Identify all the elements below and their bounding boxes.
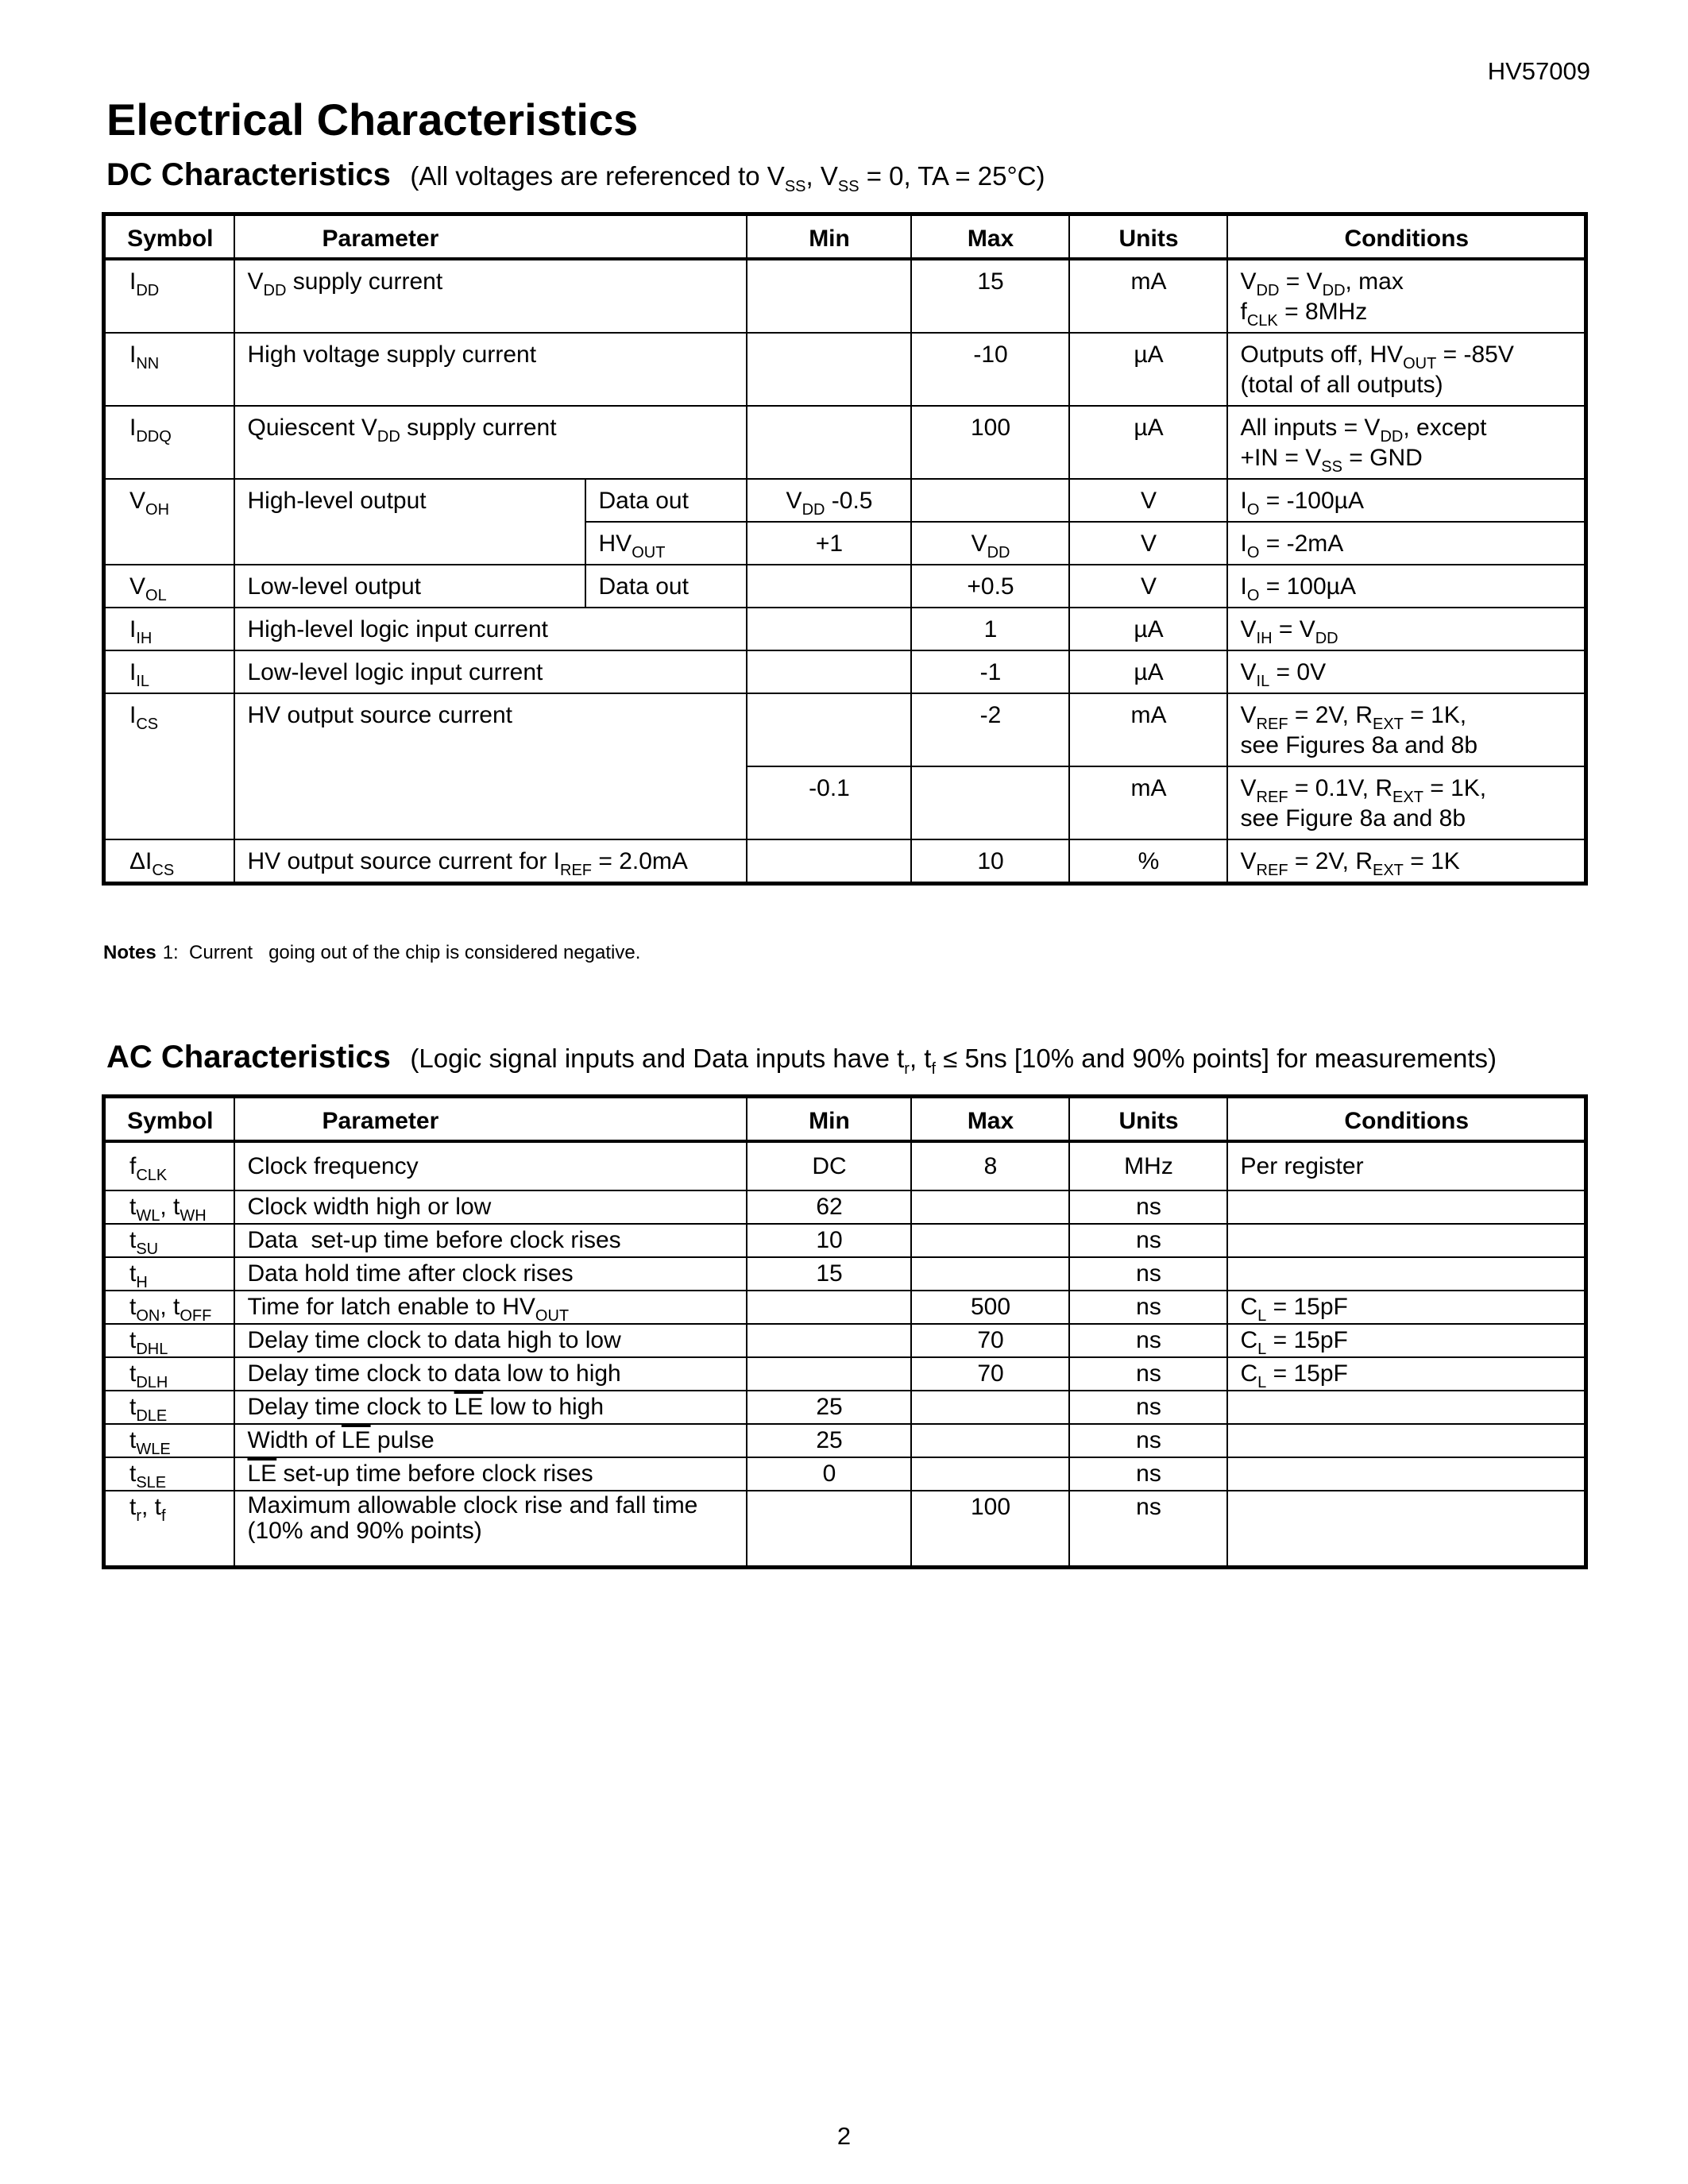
part-number: HV57009 <box>1487 57 1590 85</box>
symbol-cell: $t_{ON}$, $t_{OFF}$ <box>104 1291 234 1324</box>
units-cell: % <box>1069 839 1227 884</box>
symbol-cell: $t_{WL}$, $t_{WH}$ <box>104 1190 234 1224</box>
conditions-cell: $I_O = -2mA$ <box>1227 522 1586 565</box>
parameter-cell: $V_{DD}$ supply current <box>234 259 747 333</box>
table-row <box>104 1257 1586 1291</box>
conditions-cell: $I_O = -100\mu A$ <box>1227 479 1586 522</box>
conditions-cell: $C_L = 15pF$ <box>1227 1324 1586 1357</box>
min-cell <box>747 1357 911 1391</box>
units-cell: ns <box>1069 1357 1227 1391</box>
parameter-cell: Quiescent $V_{DD}$ supply current <box>234 406 747 479</box>
units-cell: mA <box>1069 259 1227 333</box>
max-cell: 100 <box>911 1491 1069 1567</box>
max-cell <box>911 1257 1069 1291</box>
symbol-cell: $I_{CS}$ <box>104 693 234 839</box>
units-cell: V <box>1069 479 1227 522</box>
max-cell <box>911 1190 1069 1224</box>
conditions-cell: All inputs = $V_{DD}$, except $+IN = V_{SS}$ = GND <box>1227 406 1586 479</box>
units-cell: ns <box>1069 1224 1227 1257</box>
units-cell: MHz <box>1069 1141 1227 1190</box>
symbol-cell: $t_{DHL}$ <box>104 1324 234 1357</box>
parameter-cell: Time for latch enable to $HV_{OUT}$ <box>234 1291 747 1324</box>
dc-section-note: (All voltages are referenced to $V_{SS}$, $V_{SS} = 0$, TA = 25°C) <box>410 161 1045 195</box>
table-row <box>104 259 1586 333</box>
sub-parameter-cell: Data out <box>585 479 747 522</box>
parameter-cell: Clock width high or low <box>234 1190 747 1224</box>
max-cell: 70 <box>911 1357 1069 1391</box>
col-header-min: Min <box>747 214 911 260</box>
max-cell: $V_{DD}$ <box>911 522 1069 565</box>
ac-characteristics-table <box>102 1094 1588 1569</box>
symbol-cell: $t_{DLH}$ <box>104 1357 234 1391</box>
dc-characteristics-table <box>102 212 1588 886</box>
table-row <box>104 479 1586 522</box>
min-cell: +1 <box>747 522 911 565</box>
table-row <box>104 565 1586 608</box>
units-cell: ns <box>1069 1391 1227 1424</box>
units-cell: mA <box>1069 766 1227 839</box>
col-header-symbol: Symbol <box>104 1097 234 1142</box>
table-row <box>104 1357 1586 1391</box>
units-cell: ns <box>1069 1257 1227 1291</box>
symbol-cell: $I_{IL}$ <box>104 650 234 693</box>
table-row <box>104 406 1586 479</box>
ac-section-name: AC Characteristics <box>106 1040 391 1075</box>
max-cell <box>911 1391 1069 1424</box>
symbol-cell: $V_{OH}$ <box>104 479 234 565</box>
max-cell: -10 <box>911 333 1069 406</box>
symbol-cell: $f_{CLK}$ <box>104 1141 234 1190</box>
max-cell: 15 <box>911 259 1069 333</box>
sub-parameter-cell: $HV_{OUT}$ <box>585 522 747 565</box>
min-cell <box>747 650 911 693</box>
min-cell <box>747 406 911 479</box>
min-cell <box>747 259 911 333</box>
col-header-parameter: Parameter <box>234 214 747 260</box>
col-header-units: Units <box>1069 1097 1227 1142</box>
parameter-cell: High voltage supply current <box>234 333 747 406</box>
table-row <box>104 1457 1586 1491</box>
ac-section-heading <box>106 1040 1497 1078</box>
max-cell: -1 <box>911 650 1069 693</box>
symbol-cell: $t_{WLE}$ <box>104 1424 234 1457</box>
min-cell: 25 <box>747 1391 911 1424</box>
symbol-cell: $I_{IH}$ <box>104 608 234 650</box>
symbol-cell: $t_{DLE}$ <box>104 1391 234 1424</box>
max-cell: +0.5 <box>911 565 1069 608</box>
col-header-conditions: Conditions <box>1227 214 1586 260</box>
units-cell: V <box>1069 522 1227 565</box>
parameter-cell: Data hold time after clock rises <box>234 1257 747 1291</box>
units-cell: ns <box>1069 1291 1227 1324</box>
min-cell <box>747 1491 911 1567</box>
table-row <box>104 839 1586 884</box>
conditions-cell: $V_{IL} = 0V$ <box>1227 650 1586 693</box>
parameter-cell: Delay time clock to data low to high <box>234 1357 747 1391</box>
max-cell: 10 <box>911 839 1069 884</box>
notes-label: Notes <box>103 942 156 963</box>
parameter-cell: $\overline{LE}$ set-up time before clock rises <box>234 1457 747 1491</box>
min-cell <box>747 839 911 884</box>
table-row <box>104 693 1586 766</box>
max-cell <box>911 766 1069 839</box>
min-cell <box>747 1324 911 1357</box>
conditions-cell: $V_{IH} = V_{DD}$ <box>1227 608 1586 650</box>
table-row <box>104 333 1586 406</box>
units-cell: µA <box>1069 333 1227 406</box>
table-row <box>104 1291 1586 1324</box>
col-header-units: Units <box>1069 214 1227 260</box>
conditions-cell: $C_L = 15pF$ <box>1227 1357 1586 1391</box>
conditions-cell: Per register <box>1227 1141 1586 1190</box>
min-cell: DC <box>747 1141 911 1190</box>
dc-section-name: DC Characteristics <box>106 157 391 192</box>
dc-notes <box>103 942 640 964</box>
conditions-cell <box>1227 1491 1586 1567</box>
notes-text: 1: Current going out of the chip is considered negative. <box>162 942 641 963</box>
units-cell: V <box>1069 565 1227 608</box>
max-cell: 500 <box>911 1291 1069 1324</box>
col-header-conditions: Conditions <box>1227 1097 1586 1142</box>
min-cell: 15 <box>747 1257 911 1291</box>
units-cell: ns <box>1069 1491 1227 1567</box>
col-header-min: Min <box>747 1097 911 1142</box>
conditions-cell: $I_O = 100\mu A$ <box>1227 565 1586 608</box>
units-cell: ns <box>1069 1457 1227 1491</box>
dc-section-heading <box>106 157 1045 193</box>
page-title: Electrical Characteristics <box>106 95 639 145</box>
max-cell <box>911 1457 1069 1491</box>
max-cell <box>911 1224 1069 1257</box>
units-cell: µA <box>1069 650 1227 693</box>
min-cell: 25 <box>747 1424 911 1457</box>
parameter-cell: Data set-up time before clock rises <box>234 1224 747 1257</box>
parameter-cell: Low-level logic input current <box>234 650 747 693</box>
parameter-cell: HV output source current <box>234 693 747 839</box>
conditions-cell <box>1227 1257 1586 1291</box>
parameter-cell: Low-level output <box>234 565 585 608</box>
table-row <box>104 1391 1586 1424</box>
col-header-symbol: Symbol <box>104 214 234 260</box>
units-cell: mA <box>1069 693 1227 766</box>
units-cell: ns <box>1069 1324 1227 1357</box>
max-cell: 1 <box>911 608 1069 650</box>
col-header-max: Max <box>911 1097 1069 1142</box>
table-header-row <box>104 214 1586 260</box>
min-cell: 62 <box>747 1190 911 1224</box>
table-row <box>104 1141 1586 1190</box>
col-header-max: Max <box>911 214 1069 260</box>
min-cell: 0 <box>747 1457 911 1491</box>
conditions-cell: $V_{REF} = 2V$, $R_{EXT} = 1K$ <box>1227 839 1586 884</box>
parameter-cell: Maximum allowable clock rise and fall time (10% and 90% points) <box>234 1491 747 1567</box>
col-header-parameter: Parameter <box>234 1097 747 1142</box>
symbol-cell: $\Delta I_{CS}$ <box>104 839 234 884</box>
conditions-cell <box>1227 1457 1586 1491</box>
max-cell: -2 <box>911 693 1069 766</box>
units-cell: ns <box>1069 1424 1227 1457</box>
parameter-cell: Delay time clock to $\overline{LE}$ low to high <box>234 1391 747 1424</box>
parameter-cell: Clock frequency <box>234 1141 747 1190</box>
conditions-cell: $V_{REF} = 2V$, $R_{EXT} = 1K$, see Figures 8a and 8b <box>1227 693 1586 766</box>
units-cell: ns <box>1069 1190 1227 1224</box>
max-cell: 100 <box>911 406 1069 479</box>
min-cell: 10 <box>747 1224 911 1257</box>
symbol-cell: $V_{OL}$ <box>104 565 234 608</box>
units-cell: µA <box>1069 608 1227 650</box>
parameter-cell: HV output source current for $I_{REF} = 2.0mA$ <box>234 839 747 884</box>
min-cell: -0.1 <box>747 766 911 839</box>
conditions-cell <box>1227 1391 1586 1424</box>
max-cell: 8 <box>911 1141 1069 1190</box>
conditions-cell: $C_L = 15pF$ <box>1227 1291 1586 1324</box>
table-row <box>104 608 1586 650</box>
conditions-cell: Outputs off, $HV_{OUT} = -85V$ (total of all outputs) <box>1227 333 1586 406</box>
min-cell: $V_{DD}$ -0.5 <box>747 479 911 522</box>
table-header-row <box>104 1097 1586 1142</box>
min-cell <box>747 608 911 650</box>
conditions-cell <box>1227 1190 1586 1224</box>
symbol-cell: $I_{DD}$ <box>104 259 234 333</box>
conditions-cell: $V_{DD} = V_{DD}$, max $f_{CLK} = 8MHz$ <box>1227 259 1586 333</box>
table-row <box>104 1190 1586 1224</box>
page-number: 2 <box>836 2122 852 2150</box>
min-cell <box>747 693 911 766</box>
conditions-cell: $V_{REF} = 0.1V$, $R_{EXT} = 1K$, see Figure 8a and 8b <box>1227 766 1586 839</box>
symbol-cell: $t_{SLE}$ <box>104 1457 234 1491</box>
conditions-cell <box>1227 1424 1586 1457</box>
symbol-cell: $I_{NN}$ <box>104 333 234 406</box>
symbol-cell: $t_{SU}$ <box>104 1224 234 1257</box>
min-cell <box>747 333 911 406</box>
parameter-cell: Delay time clock to data high to low <box>234 1324 747 1357</box>
symbol-cell: $I_{DDQ}$ <box>104 406 234 479</box>
parameter-cell: Width of $\overline{LE}$ pulse <box>234 1424 747 1457</box>
min-cell <box>747 565 911 608</box>
max-cell: 70 <box>911 1324 1069 1357</box>
max-cell <box>911 479 1069 522</box>
max-cell <box>911 1424 1069 1457</box>
table-row <box>104 1224 1586 1257</box>
units-cell: µA <box>1069 406 1227 479</box>
sub-parameter-cell: Data out <box>585 565 747 608</box>
conditions-cell <box>1227 1224 1586 1257</box>
table-row <box>104 1324 1586 1357</box>
symbol-cell: $t_H$ <box>104 1257 234 1291</box>
table-row <box>104 650 1586 693</box>
parameter-cell: High-level logic input current <box>234 608 747 650</box>
parameter-cell: High-level output <box>234 479 585 565</box>
table-row <box>104 1491 1586 1567</box>
table-row <box>104 1424 1586 1457</box>
symbol-cell: $t_r$, $t_f$ <box>104 1491 234 1567</box>
ac-section-note: (Logic signal inputs and Data inputs have $t_r$, $t_f \le 5ns$ [10% and 90% points] for measurements) <box>410 1044 1497 1078</box>
min-cell <box>747 1291 911 1324</box>
